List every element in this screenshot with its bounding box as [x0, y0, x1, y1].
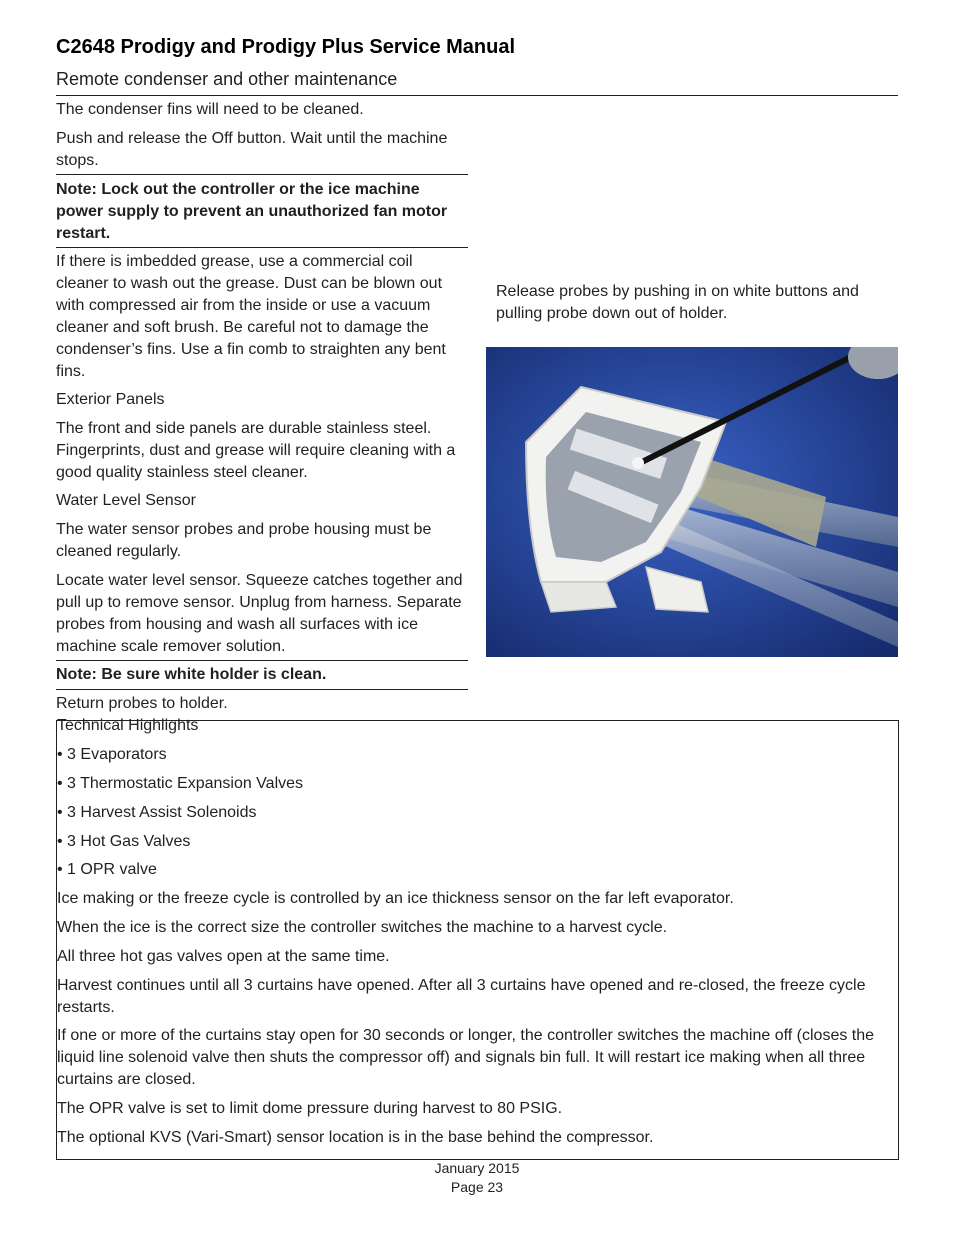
technical-highlights-heading: Technical Highlights [57, 717, 199, 734]
paragraph-curtains: Harvest continues until all 3 curtains have opened. After all 3 curtains have opened and re-closed, the freeze cycle restarts. [57, 977, 866, 1016]
bullet-expansion-valves: • 3 Thermostatic Expansion Valves [57, 775, 304, 792]
paragraph-locate-sensor: Locate water level sensor. Squeeze catches together and pull up to remove sensor. Unplug from harness. Separate probes from housing and wash all surfaces with ice machine scale remover solution. [56, 572, 463, 655]
bullet-harvest-assist: • 3 Harvest Assist Solenoids [57, 804, 257, 821]
paragraph-grease: If there is imbedded grease, use a commercial coil cleaner to wash out the grease. Dust can be blown out with compressed air from the inside or use a vacuum cleaner and soft brush. Be careful not to damage the condenser’s fins. Use a fin comb to straighten any bent fins. [56, 253, 446, 380]
photo-caption: Release probes by pushing in on white buttons and pulling probe down out of holder. [496, 283, 859, 322]
header-rule [56, 95, 898, 96]
paragraph-condenser-fins: The condenser fins will need to be cleaned. [56, 101, 364, 118]
section-title: Remote condenser and other maintenance [56, 69, 398, 89]
heading-exterior-panels: Exterior Panels [56, 391, 165, 408]
paragraph-off-button: Push and release the Off button. Wait until the machine stops. [56, 130, 448, 169]
paragraph-kvs-sensor: The optional KVS (Vari-Smart) sensor location is in the base behind the compressor. [57, 1129, 654, 1146]
note2-rule-bottom [56, 689, 468, 690]
note-rule-top [56, 174, 468, 175]
footer-date: January 2015 [434, 1160, 520, 1176]
bullet-evaporators: • 3 Evaporators [57, 746, 167, 763]
bullet-hot-gas-valves: • 3 Hot Gas Valves [57, 833, 191, 850]
note-rule-bottom [56, 247, 468, 248]
note-lockout: Note: Lock out the controller or the ice machine power supply to prevent an unauthorized fan motor restart. [56, 181, 448, 242]
probe-holder-photo [486, 347, 898, 657]
paragraph-opr-pressure: The OPR valve is set to limit dome pressure during harvest to 80 PSIG. [57, 1100, 563, 1117]
document-title: C2648 Prodigy and Prodigy Plus Service Manual [56, 36, 516, 58]
paragraph-freeze-cycle: Ice making or the freeze cycle is controlled by an ice thickness sensor on the far left evaporator. [57, 890, 734, 907]
paragraph-harvest-switch: When the ice is the correct size the controller switches the machine to a harvest cycle. [57, 919, 668, 936]
paragraph-bin-full: If one or more of the curtains stay open for 30 seconds or longer, the controller switches the machine off (closes the liquid line solenoid valve then shuts the compressor off) and signals bin full. It will restart ice making when all three curtains are closed. [57, 1027, 875, 1088]
paragraph-hot-gas: All three hot gas valves open at the same time. [57, 948, 390, 965]
paragraph-sensor-probes: The water sensor probes and probe housing must be cleaned regularly. [56, 521, 432, 560]
note-white-holder: Note: Be sure white holder is clean. [56, 666, 327, 683]
paragraph-exterior-panels: The front and side panels are durable stainless steel. Fingerprints, dust and grease will require cleaning with a good quality stainless steel cleaner. [56, 420, 456, 481]
bullet-opr-valve: • 1 OPR valve [57, 861, 157, 878]
paragraph-return-probes: Return probes to holder. [56, 695, 228, 712]
note2-rule-top [56, 660, 468, 661]
heading-water-level-sensor: Water Level Sensor [56, 492, 196, 509]
page-number: Page 23 [450, 1179, 504, 1195]
